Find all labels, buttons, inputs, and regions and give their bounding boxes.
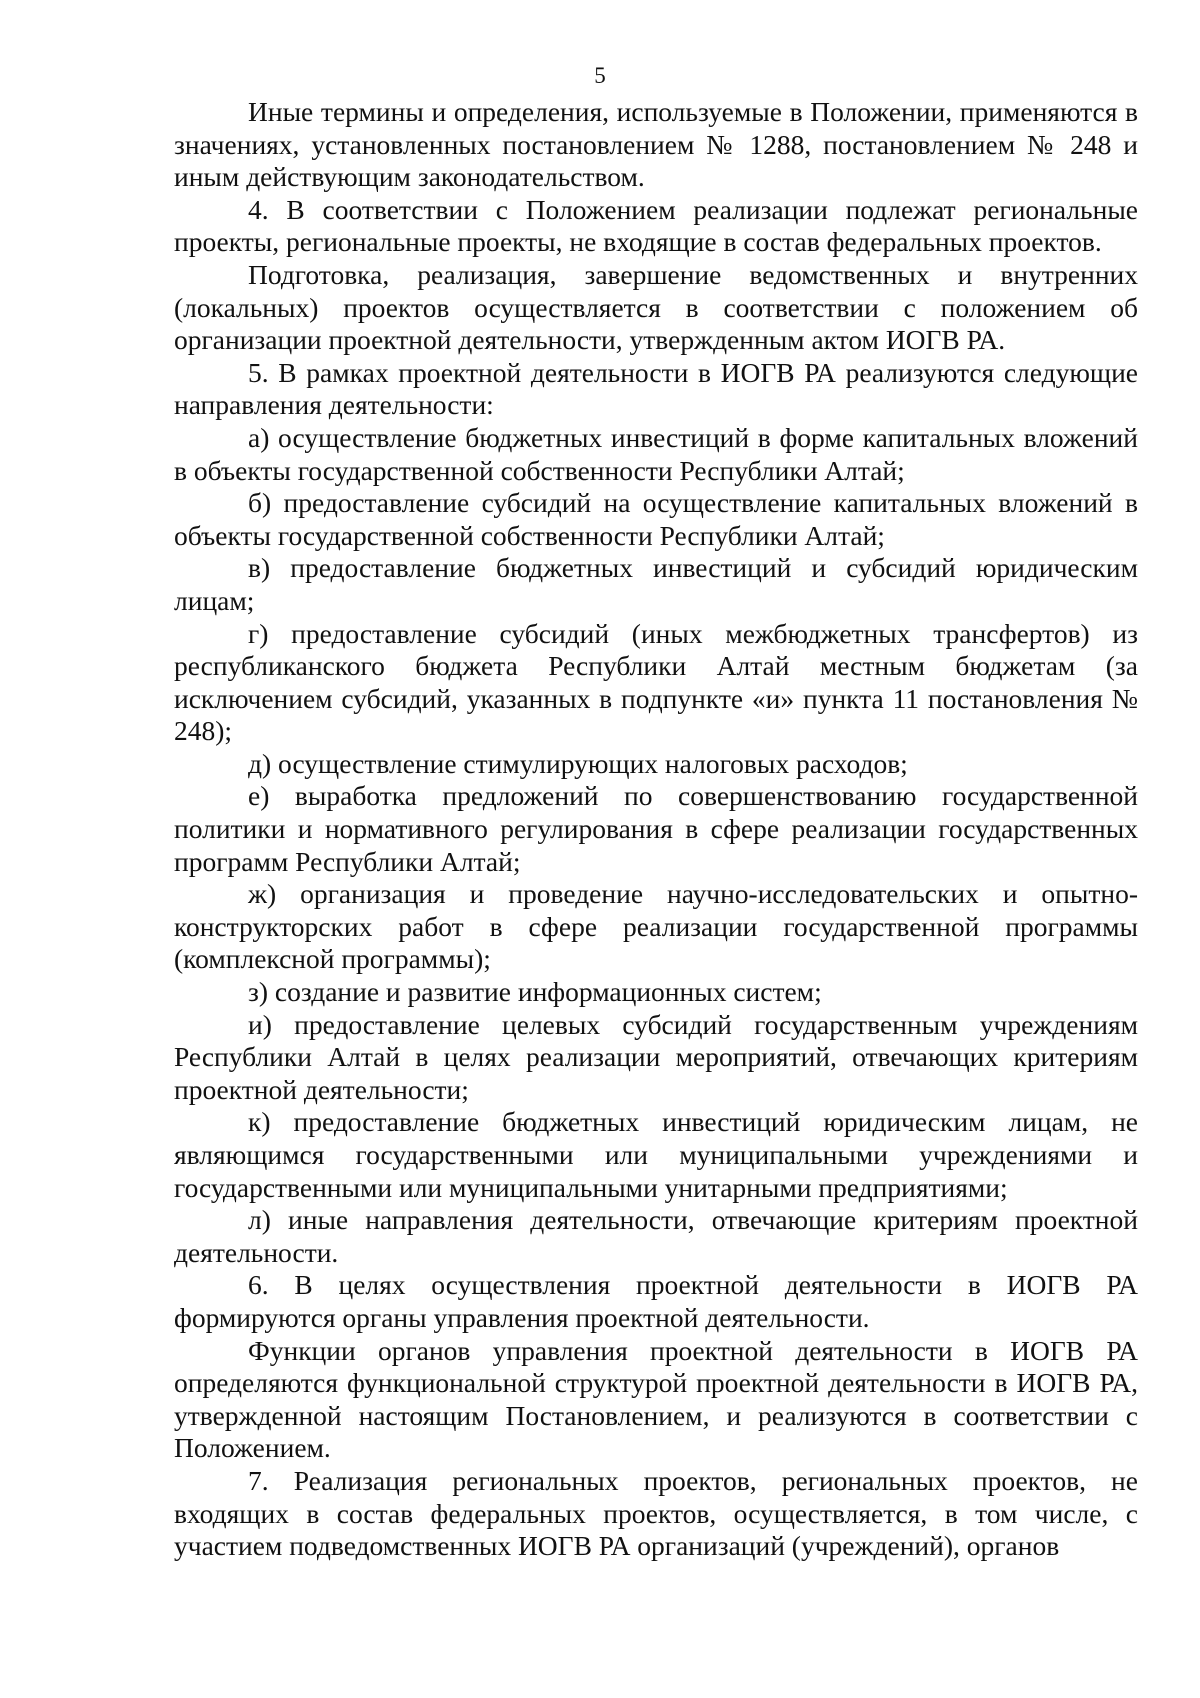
list-item: а) осуществление бюджетных инвестиций в форме капитальных вложений в объекты государственной собственности Республики Алтай;	[174, 421, 1138, 486]
paragraph: Иные термины и определения, используемые в Положении, применяются в значениях, установленных постановлением № 1288, постановлением № 248 и иным действующим законодательством.	[174, 96, 1138, 193]
paragraph: 6. В целях осуществления проектной деятельности в ИОГВ РА формируются органы управления проектной деятельности.	[174, 1269, 1138, 1333]
list-item: б) предоставление субсидий на осуществление капитальных вложений в объекты государственной собственности Республики Алтай;	[174, 487, 1138, 551]
list-item: к) предоставление бюджетных инвестиций юридическим лицам, не являющимся государственными или муниципальными учреждениями и государственными или муниципальными унитарными предприятиями;	[174, 1106, 1138, 1203]
list-item: г) предоставление субсидий (иных межбюджетных трансфертов) из республиканского бюджета Республики Алтай местным бюджетам (за исключением субсидий, указанных в подпункте «и» пункта 11 постановления № 248);	[174, 617, 1138, 747]
paragraph: Подготовка, реализация, завершение ведомственных и внутренних (локальных) проектов осуществляется в соответствии с положением об организации проектной деятельности, утвержденным актом ИОГВ РА.	[174, 258, 1138, 356]
list-item: д) осуществление стимулирующих налоговых расходов;	[248, 747, 908, 779]
list-item: и) предоставление целевых субсидий государственным учреждениям Республики Алтай в целях реализации мероприятий, отвечающих критериям проектной деятельности;	[174, 1008, 1138, 1105]
paragraph: Функции органов управления проектной деятельности в ИОГВ РА определяются функциональной структурой проектной деятельности в ИОГВ РА, утвержденной настоящим Постановлением, и реализуются в соответствии с Положением.	[174, 1334, 1138, 1464]
paragraph: 7. Реализация региональных проектов, региональных проектов, не входящих в состав федеральных проектов, осуществляется, в том числе, с участием подведомственных ИОГВ РА организаций (учреждений), органов	[174, 1464, 1138, 1562]
paragraph: 5. В рамках проектной деятельности в ИОГВ РА реализуются следующие направления деятельности:	[174, 356, 1138, 421]
paragraph: 4. В соответствии с Положением реализации подлежат региональные проекты, региональные проекты, не входящие в состав федеральных проектов.	[174, 193, 1138, 258]
list-item: л) иные направления деятельности, отвечающие критериям проектной деятельности.	[174, 1204, 1138, 1268]
list-item: е) выработка предложений по совершенствованию государственной политики и нормативного регулирования в сфере реализации государственных программ Республики Алтай;	[174, 780, 1138, 877]
list-item: ж) организация и проведение научно-исследовательских и опытно-конструкторских работ в сфере реализации государственной программы (комплексной программы);	[174, 878, 1138, 975]
document-body	[174, 96, 1138, 1563]
list-item: з) создание и развитие информационных систем;	[248, 976, 822, 1008]
list-item: в) предоставление бюджетных инвестиций и субсидий юридическим лицам;	[174, 552, 1138, 616]
page-number: 5	[594, 63, 606, 88]
